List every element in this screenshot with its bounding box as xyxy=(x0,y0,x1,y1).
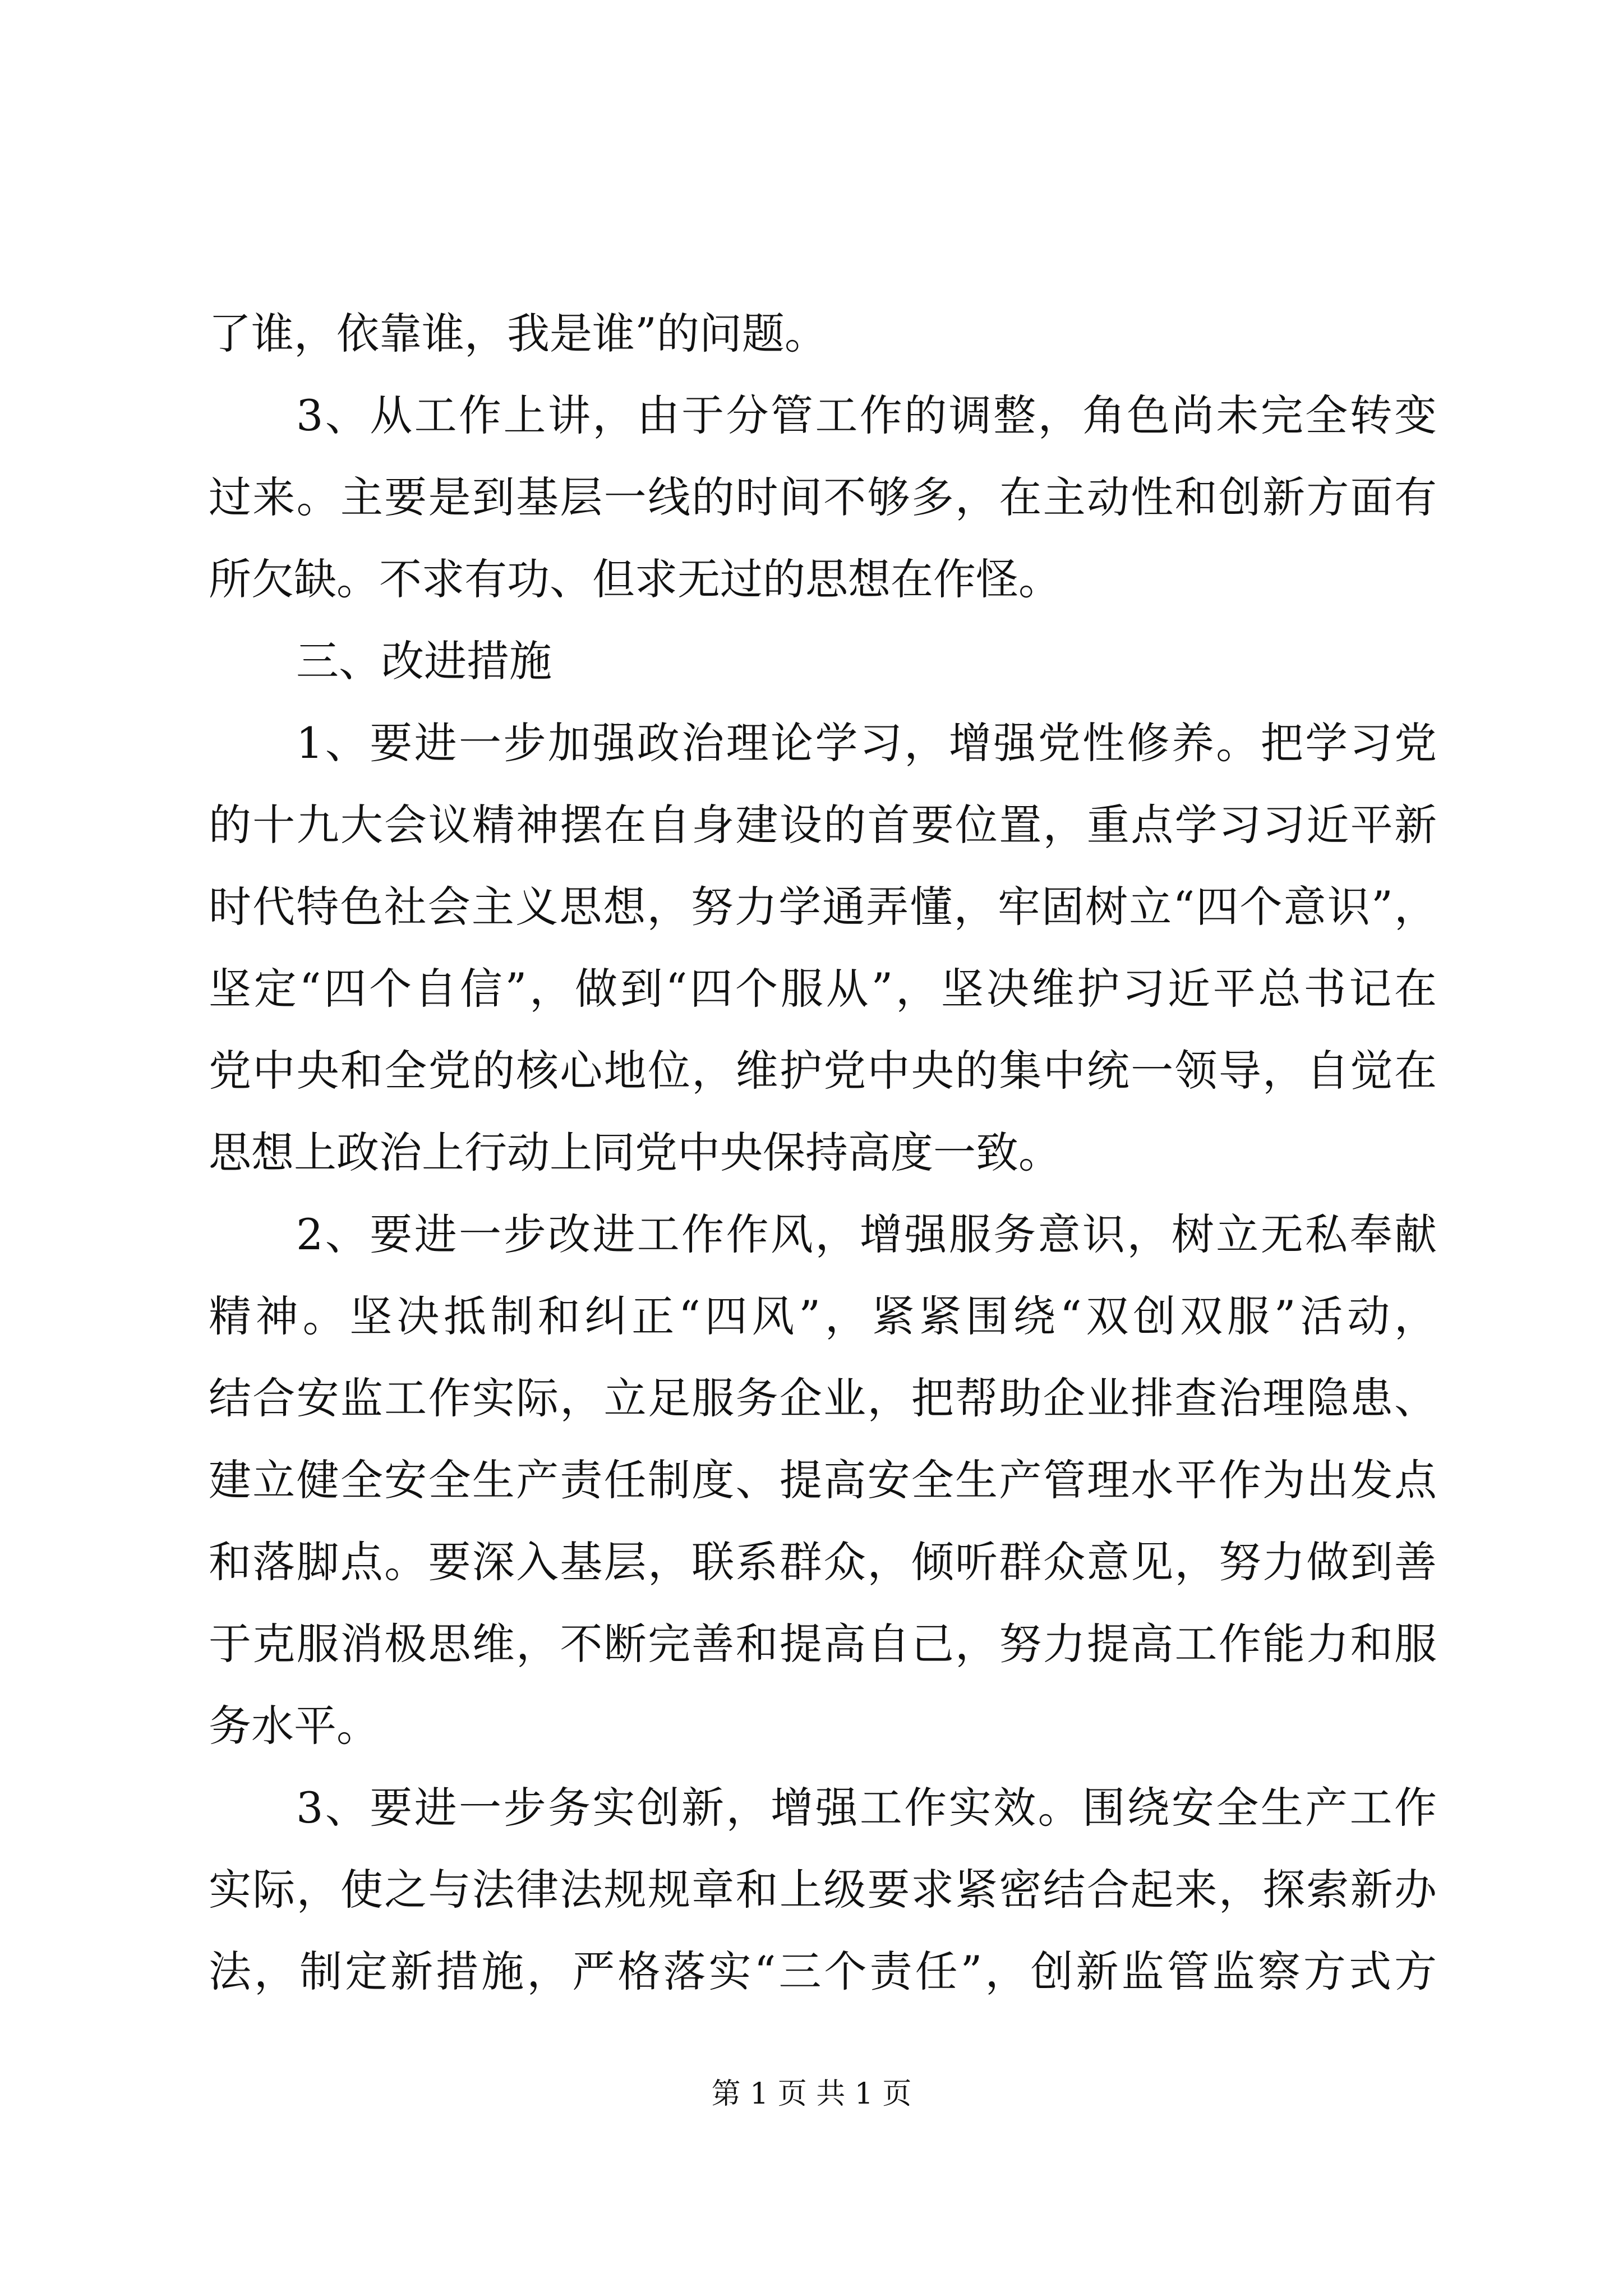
text-line: 实际，使之与法律法规规章和上级要求紧密结合起来，探索新办 xyxy=(209,1865,1437,1915)
text-line: 所欠缺。不求有功、但求无过的思想在作怪。 xyxy=(209,554,1061,604)
text-line: 3、要进一步务实创新，增强工作实效。围绕安全生产工作 xyxy=(296,1783,1437,1833)
text-line: 党中央和全党的核心地位，维护党中央的集中统一领导，自觉在 xyxy=(209,1046,1437,1096)
text-line: 坚定“四个自信”，做到“四个服从”，坚决维护习近平总书记在 xyxy=(209,964,1437,1014)
text-line: 和落脚点。要深入基层，联系群众，倾听群众意见，努力做到善 xyxy=(209,1537,1437,1587)
text-line: 2、要进一步改进工作作风，增强服务意识，树立无私奉献 xyxy=(296,1209,1437,1259)
text-line: 务水平。 xyxy=(209,1701,379,1751)
text-line: 了谁，依靠谁，我是谁”的问题。 xyxy=(209,309,827,358)
text-line: 三、改进措施 xyxy=(296,636,552,686)
text-line: 法，制定新措施，严格落实“三个责任”，创新监管监察方式方 xyxy=(209,1947,1437,1996)
text-line: 过来。主要是到基层一线的时间不够多，在主动性和创新方面有 xyxy=(209,472,1437,522)
text-line: 时代特色社会主义思想，努力学通弄懂，牢固树立“四个意识”， xyxy=(209,882,1437,932)
text-line: 思想上政治上行动上同党中央保持高度一致。 xyxy=(209,1128,1061,1177)
text-line: 3、从工作上讲，由于分管工作的调整，角色尚未完全转变 xyxy=(296,390,1437,440)
text-line: 结合安监工作实际，立足服务企业，把帮助企业排查治理隐患、 xyxy=(209,1373,1437,1423)
document-body xyxy=(209,293,1437,2013)
text-line: 精神。坚决抵制和纠正“四风”，紧紧围绕“双创双服”活动， xyxy=(209,1291,1437,1341)
text-line: 于克服消极思维，不断完善和提高自己，努力提高工作能力和服 xyxy=(209,1619,1437,1669)
page-footer: 第 1 页 共 1 页 xyxy=(711,2077,912,2111)
text-line: 建立健全安全生产责任制度、提高安全生产管理水平作为出发点 xyxy=(209,1455,1437,1505)
text-line: 的十九大会议精神摆在自身建设的首要位置，重点学习习近平新 xyxy=(209,800,1437,850)
text-line: 1、要进一步加强政治理论学习，增强党性修养。把学习党 xyxy=(296,718,1437,768)
